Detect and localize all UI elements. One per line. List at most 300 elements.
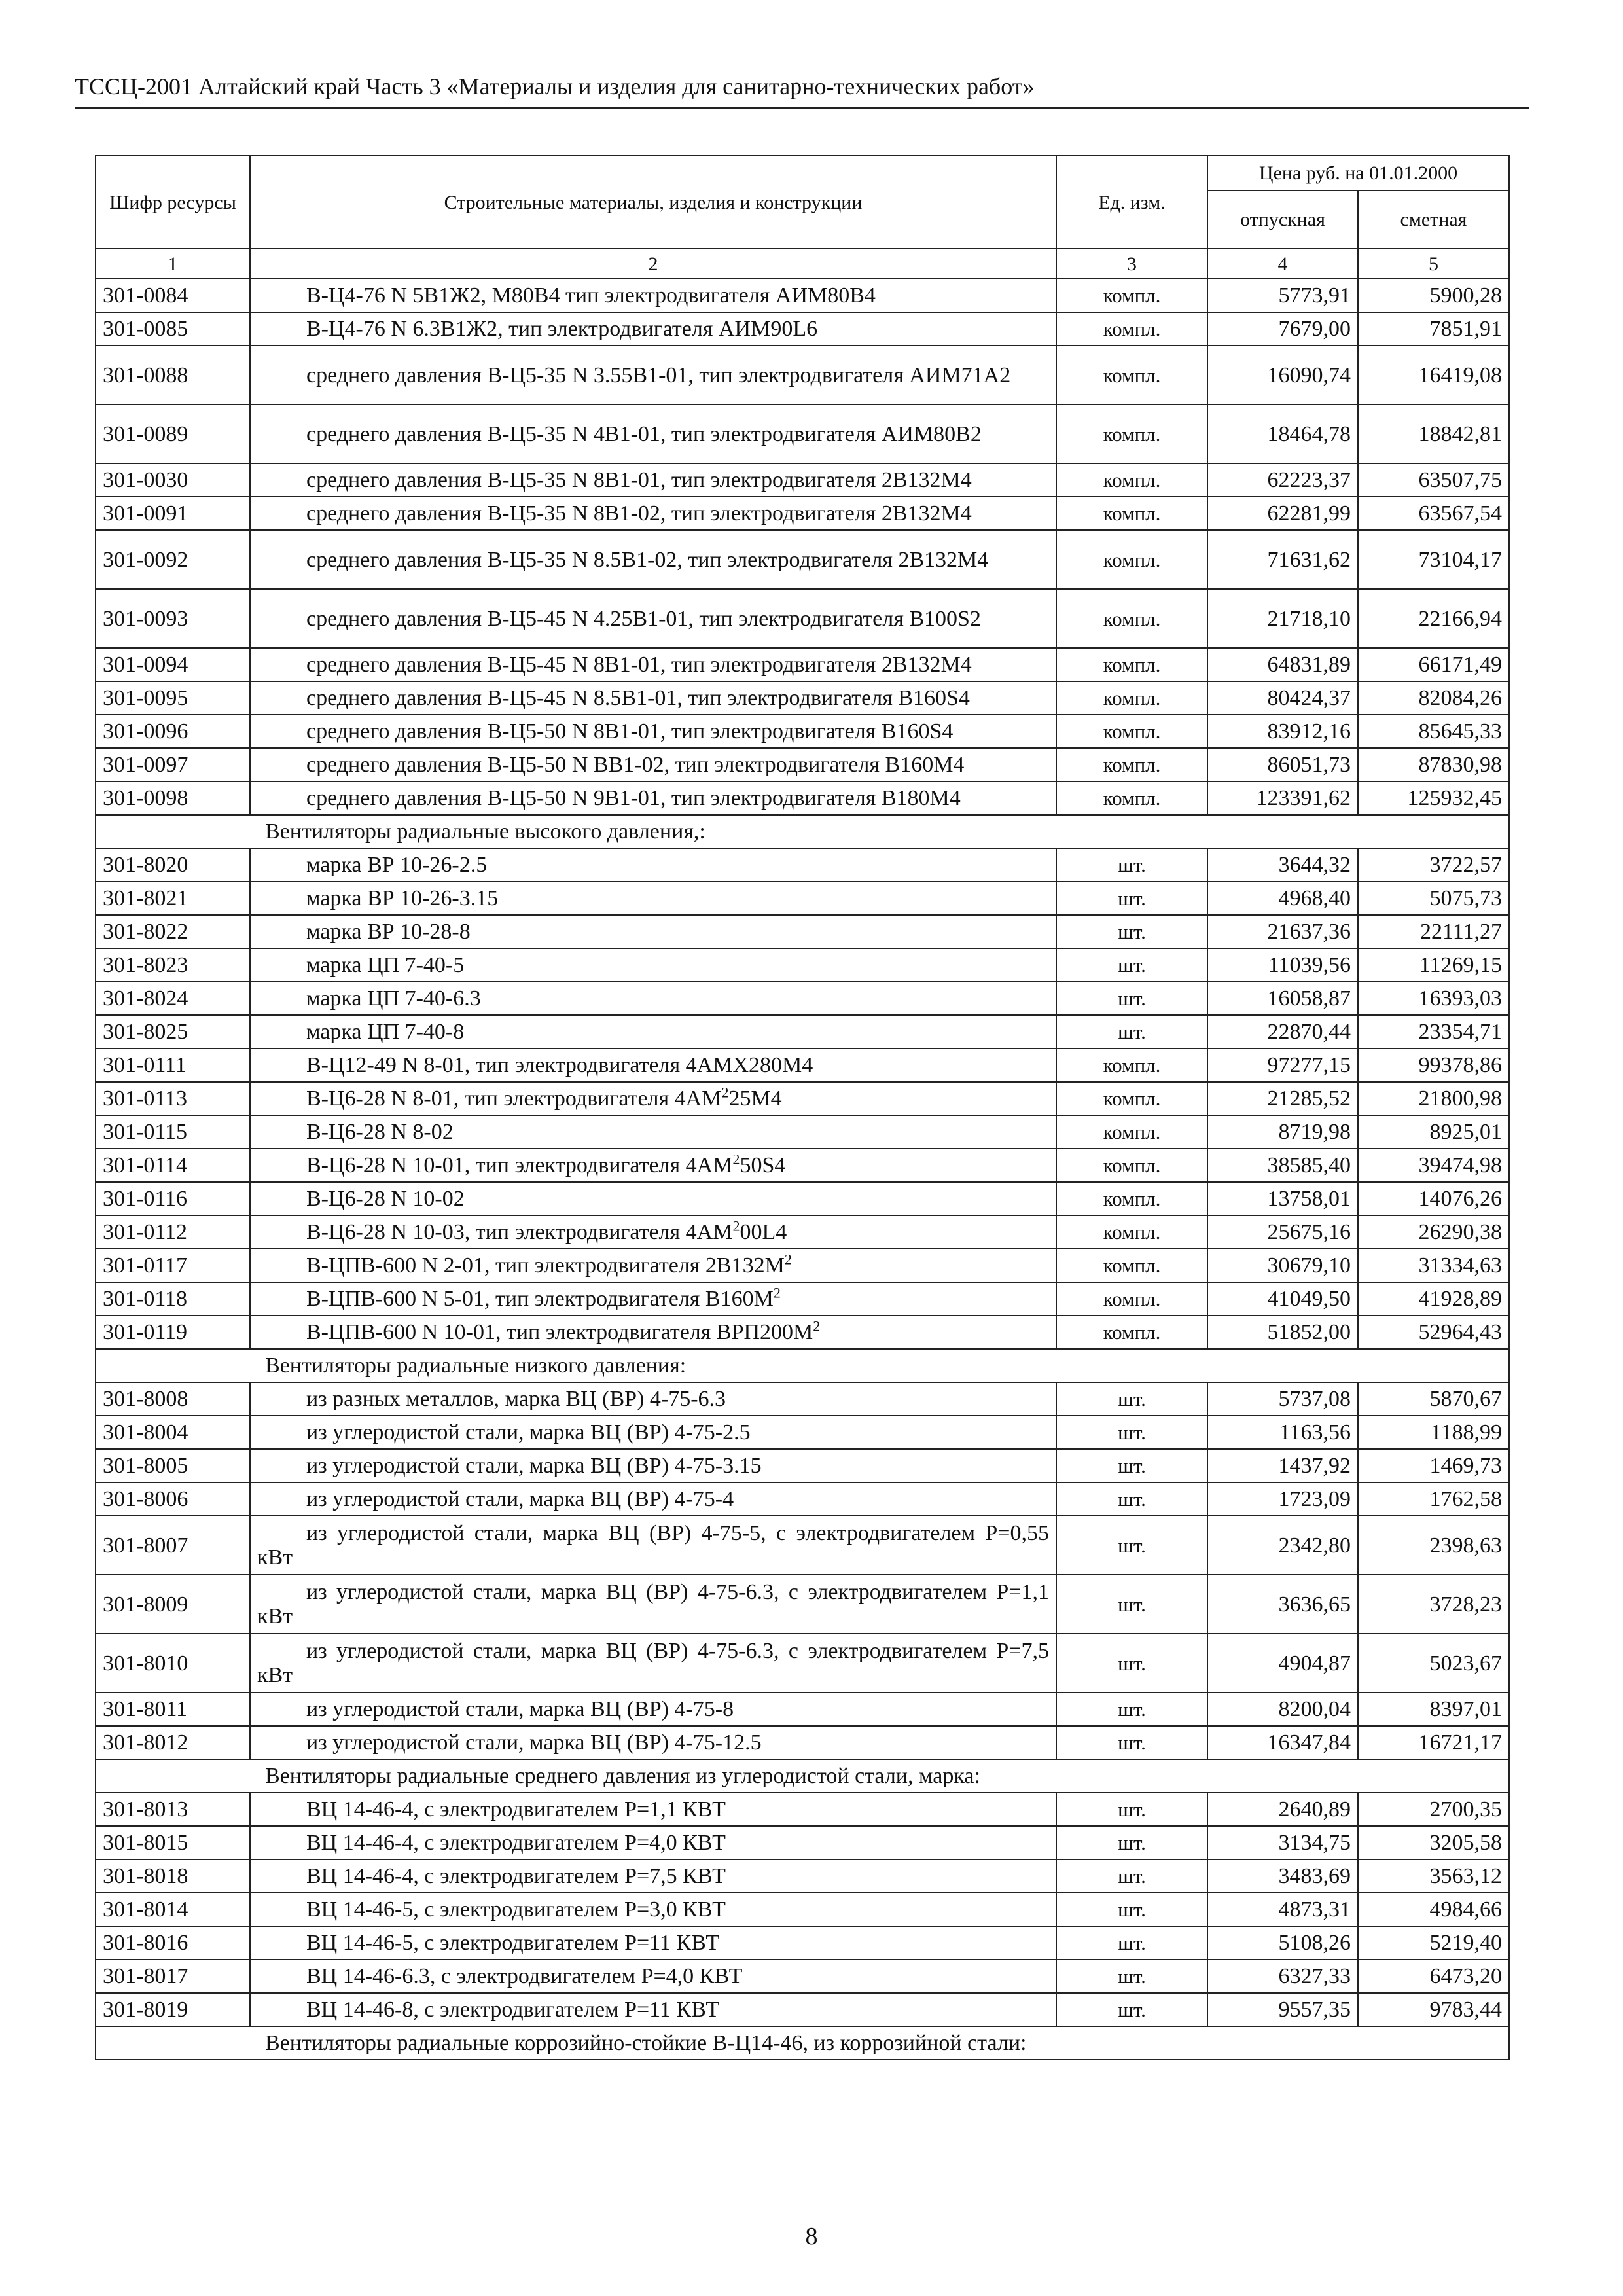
unit: шт. bbox=[1056, 948, 1207, 982]
material-name-text: из углеродистой стали, марка ВЦ (ВР) 4-75-5, с электродвигателем Р=0,55 кВт bbox=[257, 1521, 1049, 1570]
material-name-text: из углеродистой стали, марка ВЦ (ВР) 4-75-8 bbox=[306, 1697, 734, 1721]
table-row bbox=[96, 1115, 1509, 1149]
release-price: 5737,08 bbox=[1207, 1382, 1358, 1416]
material-name-text: из углеродистой стали, марка ВЦ (ВР) 4-75-6.3, с электродвигателем Р=7,5 кВт bbox=[257, 1639, 1049, 1687]
resource-code: 301-8020 bbox=[96, 848, 250, 882]
material-name bbox=[250, 715, 1056, 748]
unit: шт. bbox=[1056, 1516, 1207, 1575]
material-name bbox=[250, 346, 1056, 404]
material-name-text: среднего давления В-Ц5-35 N 8В1-02, тип электродвигателя 2В132М4 bbox=[306, 501, 972, 526]
table-row bbox=[96, 648, 1509, 681]
resource-code: 301-0094 bbox=[96, 648, 250, 681]
material-name bbox=[250, 1082, 1056, 1115]
resource-code: 301-8023 bbox=[96, 948, 250, 982]
release-price: 86051,73 bbox=[1207, 748, 1358, 781]
table-row bbox=[96, 1149, 1509, 1182]
table-row bbox=[96, 1449, 1509, 1482]
unit: шт. bbox=[1056, 1015, 1207, 1049]
release-price: 3483,69 bbox=[1207, 1859, 1358, 1893]
section-title: Вентиляторы радиальные среднего давления из углеродистой стали, марка: bbox=[265, 1764, 980, 1788]
unit: компл. bbox=[1056, 404, 1207, 463]
unit: шт. bbox=[1056, 882, 1207, 915]
material-name bbox=[250, 1693, 1056, 1726]
material-name bbox=[250, 1215, 1056, 1249]
unit: шт. bbox=[1056, 1482, 1207, 1516]
table-row bbox=[96, 346, 1509, 404]
release-price: 30679,10 bbox=[1207, 1249, 1358, 1282]
material-name-text: ВЦ 14-46-4, с электродвигателем Р=4,0 КВТ bbox=[306, 1831, 726, 1855]
release-price: 21718,10 bbox=[1207, 589, 1358, 648]
release-price: 6327,33 bbox=[1207, 1960, 1358, 1993]
resource-code: 301-8022 bbox=[96, 915, 250, 948]
material-name-text: В-Ц6-28 N 8-01, тип электродвигателя 4АМ bbox=[306, 1086, 722, 1111]
unit: шт. bbox=[1056, 1634, 1207, 1693]
release-price: 4904,87 bbox=[1207, 1634, 1358, 1693]
material-name-text: марка ЦП 7-40-8 bbox=[306, 1020, 465, 1044]
table-row bbox=[96, 1575, 1509, 1634]
unit: компл. bbox=[1056, 1316, 1207, 1349]
estimate-price: 3728,23 bbox=[1358, 1575, 1509, 1634]
table-row bbox=[96, 404, 1509, 463]
unit: шт. bbox=[1056, 915, 1207, 948]
release-price: 97277,15 bbox=[1207, 1049, 1358, 1082]
unit: шт. bbox=[1056, 1449, 1207, 1482]
release-price: 5108,26 bbox=[1207, 1926, 1358, 1960]
material-name bbox=[250, 882, 1056, 915]
release-price: 11039,56 bbox=[1207, 948, 1358, 982]
table-row bbox=[96, 1960, 1509, 1993]
header-code: Шифр ресурсы bbox=[96, 156, 250, 249]
resource-code: 301-0093 bbox=[96, 589, 250, 648]
table-row bbox=[96, 1382, 1509, 1416]
resource-code: 301-0091 bbox=[96, 497, 250, 530]
release-price: 2342,80 bbox=[1207, 1516, 1358, 1575]
release-price: 21285,52 bbox=[1207, 1082, 1358, 1115]
material-name bbox=[250, 1893, 1056, 1926]
unit: компл. bbox=[1056, 497, 1207, 530]
material-name-text: из углеродистой стали, марка ВЦ (ВР) 4-75-4 bbox=[306, 1487, 734, 1511]
estimate-price: 125932,45 bbox=[1358, 781, 1509, 815]
material-name bbox=[250, 1282, 1056, 1316]
estimate-price: 6473,20 bbox=[1358, 1960, 1509, 1993]
unit: компл. bbox=[1056, 781, 1207, 815]
section-title: Вентиляторы радиальные высокого давления,: bbox=[265, 819, 705, 844]
release-price: 22870,44 bbox=[1207, 1015, 1358, 1049]
release-price: 80424,37 bbox=[1207, 681, 1358, 715]
unit: компл. bbox=[1056, 648, 1207, 681]
release-price: 21637,36 bbox=[1207, 915, 1358, 948]
estimate-price: 16721,17 bbox=[1358, 1726, 1509, 1759]
unit: шт. bbox=[1056, 1793, 1207, 1826]
table-row bbox=[96, 915, 1509, 948]
resource-code: 301-8025 bbox=[96, 1015, 250, 1049]
estimate-price: 99378,86 bbox=[1358, 1049, 1509, 1082]
document-header bbox=[75, 73, 1529, 109]
material-name-text: среднего давления В-Ц5-50 N 8В1-01, тип электродвигателя В160S4 bbox=[306, 719, 954, 744]
section-header-row bbox=[96, 1759, 1509, 1793]
header-estimate-price: сметная bbox=[1358, 190, 1509, 249]
table-row bbox=[96, 1926, 1509, 1960]
unit: шт. bbox=[1056, 1826, 1207, 1859]
resource-code: 301-0095 bbox=[96, 681, 250, 715]
table-header-row bbox=[96, 156, 1509, 190]
material-name-text: В-Ц6-28 N 10-02 bbox=[306, 1187, 465, 1211]
superscript: 2 bbox=[732, 1151, 740, 1168]
resource-code: 301-8014 bbox=[96, 1893, 250, 1926]
table-row bbox=[96, 848, 1509, 882]
unit: шт. bbox=[1056, 1993, 1207, 2026]
estimate-price: 5219,40 bbox=[1358, 1926, 1509, 1960]
material-name-text: ВЦ 14-46-4, с электродвигателем Р=1,1 КВТ bbox=[306, 1797, 726, 1821]
resource-code: 301-0116 bbox=[96, 1182, 250, 1215]
material-name-text: среднего давления В-Ц5-50 N ВВ1-02, тип электродвигателя В160М4 bbox=[306, 753, 965, 777]
material-name-text: ВЦ 14-46-5, с электродвигателем Р=3,0 КВТ bbox=[306, 1897, 726, 1922]
table-row bbox=[96, 1416, 1509, 1449]
estimate-price: 1469,73 bbox=[1358, 1449, 1509, 1482]
estimate-price: 8925,01 bbox=[1358, 1115, 1509, 1149]
resource-code: 301-8016 bbox=[96, 1926, 250, 1960]
resource-code: 301-0111 bbox=[96, 1049, 250, 1082]
material-name bbox=[250, 1449, 1056, 1482]
material-name bbox=[250, 1115, 1056, 1149]
unit: компл. bbox=[1056, 715, 1207, 748]
table-row bbox=[96, 1482, 1509, 1516]
material-name-text: среднего давления В-Ц5-35 N 3.55В1-01, тип электродвигателя АИМ71А2 bbox=[306, 363, 1011, 387]
resource-code: 301-0088 bbox=[96, 346, 250, 404]
estimate-price: 2700,35 bbox=[1358, 1793, 1509, 1826]
material-name-text: среднего давления В-Ц5-45 N 4.25В1-01, тип электродвигателя В100S2 bbox=[306, 606, 981, 631]
material-name-text: 00L4 bbox=[740, 1220, 787, 1244]
release-price: 7679,00 bbox=[1207, 312, 1358, 346]
table-row bbox=[96, 1693, 1509, 1726]
section-title: Вентиляторы радиальные низкого давления: bbox=[265, 1354, 687, 1378]
material-name-text: среднего давления В-Ц5-45 N 8В1-01, тип электродвигателя 2В132М4 bbox=[306, 653, 972, 677]
resource-code: 301-0112 bbox=[96, 1215, 250, 1249]
resource-code: 301-0117 bbox=[96, 1249, 250, 1282]
table-row bbox=[96, 1634, 1509, 1693]
column-number: 2 bbox=[250, 249, 1056, 279]
header-name: Строительные материалы, изделия и конструкции bbox=[250, 156, 1056, 249]
material-name-text: В-Ц6-28 N 10-03, тип электродвигателя 4АМ bbox=[306, 1220, 733, 1244]
unit: шт. bbox=[1056, 1416, 1207, 1449]
unit: шт. bbox=[1056, 1859, 1207, 1893]
table-row bbox=[96, 882, 1509, 915]
resource-code: 301-8019 bbox=[96, 1993, 250, 2026]
resource-code: 301-0089 bbox=[96, 404, 250, 463]
unit: шт. bbox=[1056, 1693, 1207, 1726]
material-name-text: из углеродистой стали, марка ВЦ (ВР) 4-75-3.15 bbox=[306, 1454, 762, 1478]
release-price: 8200,04 bbox=[1207, 1693, 1358, 1726]
material-name bbox=[250, 1726, 1056, 1759]
section-header-row bbox=[96, 1349, 1509, 1382]
table-row bbox=[96, 279, 1509, 312]
unit: шт. bbox=[1056, 1893, 1207, 1926]
estimate-price: 1762,58 bbox=[1358, 1482, 1509, 1516]
table-row bbox=[96, 748, 1509, 781]
material-name bbox=[250, 982, 1056, 1015]
resource-code: 301-0097 bbox=[96, 748, 250, 781]
resource-code: 301-8021 bbox=[96, 882, 250, 915]
release-price: 16347,84 bbox=[1207, 1726, 1358, 1759]
unit: компл. bbox=[1056, 1115, 1207, 1149]
release-price: 8719,98 bbox=[1207, 1115, 1358, 1149]
material-name-text: марка ВР 10-26-2.5 bbox=[306, 853, 488, 877]
material-name bbox=[250, 915, 1056, 948]
table-row bbox=[96, 1282, 1509, 1316]
table-row bbox=[96, 715, 1509, 748]
material-name bbox=[250, 1049, 1056, 1082]
unit: компл. bbox=[1056, 1249, 1207, 1282]
resource-code: 301-8024 bbox=[96, 982, 250, 1015]
table-body bbox=[96, 279, 1509, 2060]
header-unit: Ед. изм. bbox=[1056, 156, 1207, 249]
price-table bbox=[95, 155, 1510, 2060]
material-name bbox=[250, 1634, 1056, 1693]
material-name-text: среднего давления В-Ц5-45 N 8.5В1-01, тип электродвигателя В160S4 bbox=[306, 686, 970, 710]
unit: компл. bbox=[1056, 463, 1207, 497]
material-name bbox=[250, 312, 1056, 346]
unit: шт. bbox=[1056, 1726, 1207, 1759]
material-name bbox=[250, 1182, 1056, 1215]
material-name bbox=[250, 848, 1056, 882]
table-row bbox=[96, 497, 1509, 530]
unit: компл. bbox=[1056, 312, 1207, 346]
material-name-text: В-Ц6-28 N 10-01, тип электродвигателя 4АМ bbox=[306, 1153, 733, 1177]
document-title: ТССЦ-2001 Алтайский край Часть 3 «Материалы и изделия для санитарно-технических работ» bbox=[75, 73, 1035, 99]
material-name-text: среднего давления В-Ц5-35 N 4В1-01, тип электродвигателя АИМ80В2 bbox=[306, 422, 982, 446]
table-row bbox=[96, 312, 1509, 346]
estimate-price: 22111,27 bbox=[1358, 915, 1509, 948]
table-row bbox=[96, 589, 1509, 648]
resource-code: 301-0114 bbox=[96, 1149, 250, 1182]
release-price: 9557,35 bbox=[1207, 1993, 1358, 2026]
resource-code: 301-8007 bbox=[96, 1516, 250, 1575]
resource-code: 301-8010 bbox=[96, 1634, 250, 1693]
material-name-text: В-ЦПВ-600 N 5-01, тип электродвигателя В160М bbox=[306, 1287, 774, 1311]
estimate-price: 8397,01 bbox=[1358, 1693, 1509, 1726]
release-price: 71631,62 bbox=[1207, 530, 1358, 589]
release-price: 16058,87 bbox=[1207, 982, 1358, 1015]
resource-code: 301-8018 bbox=[96, 1859, 250, 1893]
resource-code: 301-8009 bbox=[96, 1575, 250, 1634]
release-price: 3134,75 bbox=[1207, 1826, 1358, 1859]
header-release-price: отпускная bbox=[1207, 190, 1358, 249]
release-price: 13758,01 bbox=[1207, 1182, 1358, 1215]
table-row bbox=[96, 1793, 1509, 1826]
material-name bbox=[250, 1015, 1056, 1049]
resource-code: 301-0092 bbox=[96, 530, 250, 589]
material-name-text: ВЦ 14-46-6.3, с электродвигателем Р=4,0 КВТ bbox=[306, 1964, 743, 1988]
material-name-text: из углеродистой стали, марка ВЦ (ВР) 4-75-6.3, с электродвигателем Р=1,1 кВт bbox=[257, 1580, 1049, 1628]
unit: компл. bbox=[1056, 1182, 1207, 1215]
estimate-price: 87830,98 bbox=[1358, 748, 1509, 781]
release-price: 1437,92 bbox=[1207, 1449, 1358, 1482]
material-name bbox=[250, 463, 1056, 497]
material-name-text: В-Ц4-76 N 5В1Ж2, М80В4 тип электродвигателя АИМ80В4 bbox=[306, 283, 876, 308]
table-row bbox=[96, 1215, 1509, 1249]
estimate-price: 1188,99 bbox=[1358, 1416, 1509, 1449]
material-name-text: среднего давления В-Ц5-35 N 8.5В1-02, тип электродвигателя 2В132М4 bbox=[306, 547, 989, 572]
release-price: 123391,62 bbox=[1207, 781, 1358, 815]
release-price: 2640,89 bbox=[1207, 1793, 1358, 1826]
release-price: 25675,16 bbox=[1207, 1215, 1358, 1249]
material-name-text: 25М4 bbox=[728, 1086, 782, 1111]
column-number: 1 bbox=[96, 249, 250, 279]
unit: шт. bbox=[1056, 1575, 1207, 1634]
material-name bbox=[250, 1416, 1056, 1449]
estimate-price: 5870,67 bbox=[1358, 1382, 1509, 1416]
estimate-price: 63567,54 bbox=[1358, 497, 1509, 530]
estimate-price: 82084,26 bbox=[1358, 681, 1509, 715]
material-name-text: марка ЦП 7-40-5 bbox=[306, 953, 465, 977]
estimate-price: 4984,66 bbox=[1358, 1893, 1509, 1926]
superscript: 2 bbox=[813, 1318, 821, 1335]
superscript: 2 bbox=[732, 1217, 740, 1234]
material-name-text: среднего давления В-Ц5-50 N 9В1-01, тип электродвигателя В180М4 bbox=[306, 786, 961, 810]
material-name-text: ВЦ 14-46-5, с электродвигателем Р=11 КВТ bbox=[306, 1931, 720, 1955]
section-header-row bbox=[96, 2026, 1509, 2060]
material-name bbox=[250, 1793, 1056, 1826]
unit: шт. bbox=[1056, 1382, 1207, 1416]
estimate-price: 16393,03 bbox=[1358, 982, 1509, 1015]
unit: компл. bbox=[1056, 681, 1207, 715]
column-number: 3 bbox=[1056, 249, 1207, 279]
unit: компл. bbox=[1056, 1082, 1207, 1115]
column-number-row bbox=[96, 249, 1509, 279]
material-name-text: марка ВР 10-28-8 bbox=[306, 920, 471, 944]
superscript: 2 bbox=[721, 1084, 729, 1101]
resource-code: 301-8017 bbox=[96, 1960, 250, 1993]
resource-code: 301-0030 bbox=[96, 463, 250, 497]
release-price: 4873,31 bbox=[1207, 1893, 1358, 1926]
table-row bbox=[96, 781, 1509, 815]
table-row bbox=[96, 1859, 1509, 1893]
release-price: 1163,56 bbox=[1207, 1416, 1358, 1449]
unit: шт. bbox=[1056, 1926, 1207, 1960]
unit: шт. bbox=[1056, 848, 1207, 882]
table-row bbox=[96, 1316, 1509, 1349]
resource-code: 301-8013 bbox=[96, 1793, 250, 1826]
superscript: 2 bbox=[773, 1284, 781, 1301]
estimate-price: 5023,67 bbox=[1358, 1634, 1509, 1693]
release-price: 62223,37 bbox=[1207, 463, 1358, 497]
material-name-text: из углеродистой стали, марка ВЦ (ВР) 4-75-2.5 bbox=[306, 1420, 751, 1444]
material-name bbox=[250, 279, 1056, 312]
unit: компл. bbox=[1056, 1215, 1207, 1249]
release-price: 5773,91 bbox=[1207, 279, 1358, 312]
release-price: 3636,65 bbox=[1207, 1575, 1358, 1634]
column-number: 4 bbox=[1207, 249, 1358, 279]
table-row bbox=[96, 1049, 1509, 1082]
material-name-text: из разных металлов, марка ВЦ (ВР) 4-75-6.3 bbox=[306, 1387, 726, 1411]
unit: компл. bbox=[1056, 346, 1207, 404]
material-name-text: среднего давления В-Ц5-35 N 8В1-01, тип электродвигателя 2В132М4 bbox=[306, 468, 972, 492]
resource-code: 301-0085 bbox=[96, 312, 250, 346]
material-name-text: В-ЦПВ-600 N 10-01, тип электродвигателя ВРП200М bbox=[306, 1320, 813, 1344]
resource-code: 301-0118 bbox=[96, 1282, 250, 1316]
unit: компл. bbox=[1056, 1282, 1207, 1316]
material-name bbox=[250, 1993, 1056, 2026]
table-row bbox=[96, 1893, 1509, 1926]
release-price: 1723,09 bbox=[1207, 1482, 1358, 1516]
table-row bbox=[96, 1993, 1509, 2026]
unit: компл. bbox=[1056, 589, 1207, 648]
unit: компл. bbox=[1056, 530, 1207, 589]
estimate-price: 39474,98 bbox=[1358, 1149, 1509, 1182]
material-name-text: В-Ц4-76 N 6.3В1Ж2, тип электродвигателя АИМ90L6 bbox=[306, 317, 818, 341]
estimate-price: 85645,33 bbox=[1358, 715, 1509, 748]
resource-code: 301-0084 bbox=[96, 279, 250, 312]
header-price: Цена руб. на 01.01.2000 bbox=[1207, 156, 1509, 190]
table-row bbox=[96, 1082, 1509, 1115]
material-name bbox=[250, 1382, 1056, 1416]
table-row bbox=[96, 530, 1509, 589]
material-name bbox=[250, 1859, 1056, 1893]
estimate-price: 3205,58 bbox=[1358, 1826, 1509, 1859]
page-number: 8 bbox=[805, 2223, 818, 2250]
material-name-text: В-Ц6-28 N 8-02 bbox=[306, 1120, 454, 1144]
release-price: 64831,89 bbox=[1207, 648, 1358, 681]
table-row bbox=[96, 681, 1509, 715]
estimate-price: 2398,63 bbox=[1358, 1516, 1509, 1575]
material-name bbox=[250, 1249, 1056, 1282]
section-header-row bbox=[96, 815, 1509, 848]
estimate-price: 14076,26 bbox=[1358, 1182, 1509, 1215]
resource-code: 301-8008 bbox=[96, 1382, 250, 1416]
estimate-price: 41928,89 bbox=[1358, 1282, 1509, 1316]
table-row bbox=[96, 1826, 1509, 1859]
estimate-price: 5075,73 bbox=[1358, 882, 1509, 915]
material-name bbox=[250, 748, 1056, 781]
release-price: 51852,00 bbox=[1207, 1316, 1358, 1349]
release-price: 62281,99 bbox=[1207, 497, 1358, 530]
estimate-price: 21800,98 bbox=[1358, 1082, 1509, 1115]
release-price: 16090,74 bbox=[1207, 346, 1358, 404]
resource-code: 301-8015 bbox=[96, 1826, 250, 1859]
estimate-price: 66171,49 bbox=[1358, 648, 1509, 681]
estimate-price: 22166,94 bbox=[1358, 589, 1509, 648]
resource-code: 301-0098 bbox=[96, 781, 250, 815]
unit: компл. bbox=[1056, 748, 1207, 781]
release-price: 38585,40 bbox=[1207, 1149, 1358, 1182]
estimate-price: 9783,44 bbox=[1358, 1993, 1509, 2026]
resource-code: 301-8006 bbox=[96, 1482, 250, 1516]
material-name bbox=[250, 1316, 1056, 1349]
estimate-price: 3563,12 bbox=[1358, 1859, 1509, 1893]
material-name bbox=[250, 1149, 1056, 1182]
material-name bbox=[250, 948, 1056, 982]
table-row bbox=[96, 1015, 1509, 1049]
table-row bbox=[96, 982, 1509, 1015]
estimate-price: 63507,75 bbox=[1358, 463, 1509, 497]
material-name bbox=[250, 497, 1056, 530]
material-name bbox=[250, 1516, 1056, 1575]
estimate-price: 7851,91 bbox=[1358, 312, 1509, 346]
material-name bbox=[250, 648, 1056, 681]
material-name bbox=[250, 781, 1056, 815]
estimate-price: 31334,63 bbox=[1358, 1249, 1509, 1282]
material-name bbox=[250, 1826, 1056, 1859]
material-name bbox=[250, 1960, 1056, 1993]
table-row bbox=[96, 1249, 1509, 1282]
release-price: 4968,40 bbox=[1207, 882, 1358, 915]
material-name-text: В-Ц12-49 N 8-01, тип электродвигателя 4АМХ280М4 bbox=[306, 1053, 813, 1077]
resource-code: 301-8004 bbox=[96, 1416, 250, 1449]
material-name bbox=[250, 530, 1056, 589]
column-number: 5 bbox=[1358, 249, 1509, 279]
release-price: 83912,16 bbox=[1207, 715, 1358, 748]
resource-code: 301-0115 bbox=[96, 1115, 250, 1149]
